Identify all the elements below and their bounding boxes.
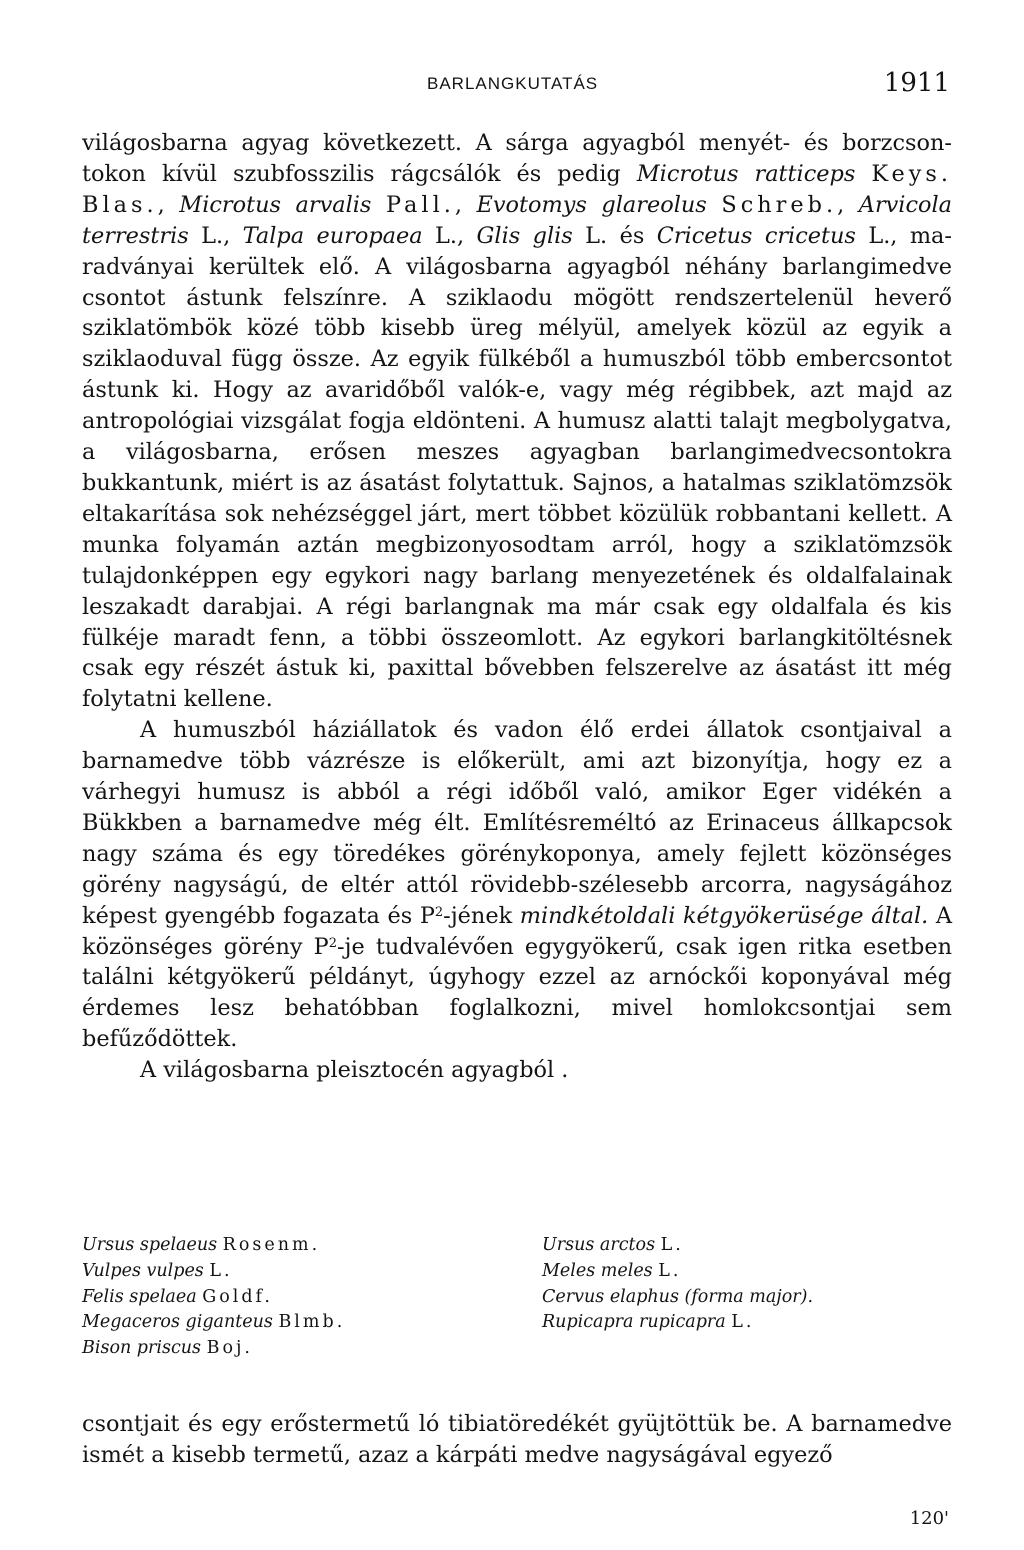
body-text (82, 128, 952, 1086)
species-item (542, 1285, 813, 1311)
species-item (82, 1310, 345, 1336)
species-item (82, 1285, 345, 1311)
paragraph-1 (82, 128, 952, 715)
species-latin: Rupicapra rupicapra (542, 1312, 726, 1333)
text-run: világosbarna agyag következett. A sárga agyagból menyét- és borzcsontokon kívül szubfosszilis rágcsálók és pedig (82, 130, 952, 187)
text-run: A humuszból háziállatok és vadon élő erdei állatok csontjaival a barnamedve több vázrésze is előkerült, ami azt bizonyítja, hogy ez a várhegyi humusz is abból a régi időből való, amikor Eger vidékén a Bükkben a barnamedve még élt. Említésreméltó az Erinaceus állkapcsok nagy száma és egy töredékes görénykoponya, amely fejlett közönséges görény nagyságú, de eltér attól rövidebb-szélesebb arcorra, nagyságához képest gyengébb fogazata és P (82, 717, 952, 929)
species-latin: Meles meles (542, 1260, 653, 1281)
species-latin: Felis spelaea (82, 1286, 197, 1307)
taxon-author: Keys. (871, 160, 952, 187)
superscript: 2 (434, 904, 444, 920)
taxon-name: Microtus ratticeps (636, 160, 856, 187)
footer-page-mark: 120' (909, 1508, 949, 1529)
species-item (542, 1259, 813, 1285)
paragraph-4: csontjait és egy erőstermetű ló tibiatöredékét gyüjtöttük be. A barnamedve ismét a kisebb termetű, azaz a kárpáti medve nagyságával egyező (82, 1411, 952, 1468)
text-run (707, 192, 722, 218)
paragraph-3: A világosbarna pleisztocén agyagból . (140, 1057, 569, 1084)
superscript: 2 (328, 935, 337, 951)
taxon-author: Pall. (386, 191, 455, 218)
species-item (82, 1259, 345, 1285)
species-author: L. (731, 1312, 755, 1333)
text-run (371, 192, 386, 218)
text-run: L., (422, 222, 477, 249)
species-author: L. (660, 1235, 684, 1255)
text-run: , (454, 191, 477, 218)
text-run: L., maradványai kerültek elő. A világosbarna agyagból néhány barlangimedve csontot ástunk felszínre. A sziklaodu mögött rendszertelenül heverő sziklatömbök közé több kisebb üreg mélyül, amelyek közül az egyik a sziklaoduval függ össze. Az egyik fülkéből a humuszból több embercsontot ástunk ki. Hogy az avaridőből valók-e, vagy még régibbek, azt majd az antropológiai vizsgálat fogja eldönteni. A humusz alatti talajt megbolygatva, a világosbarna, erősen meszes agyagban barlangimedvecsontokra bukkantunk, miért is az ásatást folytattuk. Sajnos, a hatalmas sziklatömzsök eltakarítása sok nehézséggel járt, mert többet közülük robbantani kellett. A munka folyamán aztán megbizonyosodtam arról, hogy a sziklatömzsök tulajdonképpen egy egykori nagy barlang menyezetének és oldalfalainak leszakadt darabjai. A régi barlangnak ma már csak egy oldalfala és kis fülkéje maradt fenn, a többi összeomlott. Az egykori barlangkitöltésnek csak egy részét ástuk ki, paxittal bővebben felszerelve az ásatást itt még folytatni kellene. (82, 222, 952, 713)
species-item (82, 1336, 345, 1362)
taxon-author: Blas. (82, 191, 158, 218)
species-latin: Megaceros giganteus (82, 1312, 273, 1333)
species-author: Goldf. (202, 1286, 273, 1307)
species-author: L. (658, 1260, 682, 1281)
taxon-author: Schreb. (721, 191, 838, 218)
species-latin: Ursus spelaeus (82, 1235, 218, 1255)
paragraph-2 (82, 715, 952, 1055)
species-author: Rosenm. (222, 1235, 321, 1255)
taxon-name: Microtus arvalis (179, 191, 372, 218)
species-item (82, 1233, 345, 1259)
taxon-name: Talpa europaea (242, 222, 423, 249)
text-run: L., (188, 222, 243, 249)
species-column-right (542, 1233, 813, 1336)
text-run: A közönséges görény P (82, 902, 952, 960)
text-run: L. és (572, 222, 657, 249)
species-author: L. (209, 1260, 233, 1281)
emphasis: mindkétoldali kétgyökerüsége által. (519, 902, 929, 929)
running-head: BARLANGKUTATÁS (427, 74, 599, 93)
text-run: -je tudvalévően egygyökerű, csak igen ritka esetben találni kétgyökerű példányt, úgyhogy ezzel az arnóckői koponyával még érdemes lesz behatóbban foglalkozni, mivel homlokcsontjai sem befűződöttek. (82, 933, 952, 1053)
taxon-name: Glis glis (476, 222, 573, 249)
species-list (82, 1233, 952, 1383)
species-item (542, 1310, 813, 1336)
continuation-text (82, 1409, 952, 1471)
species-author: Blmb. (278, 1312, 346, 1333)
species-author: Boj. (206, 1338, 253, 1359)
species-latin: Cervus elaphus (forma major). (542, 1286, 814, 1307)
species-latin: Ursus arctos (542, 1235, 656, 1255)
species-item (542, 1233, 813, 1259)
taxon-name: Arvicola terrestris (82, 191, 952, 249)
species-latin: Bison priscus (82, 1338, 202, 1359)
taxon-name: Evotomys glareolus (476, 191, 707, 218)
text-run: -jének (443, 902, 520, 929)
species-latin: Vulpes vulpes (82, 1260, 204, 1281)
species-column-left (82, 1233, 345, 1362)
page-number: 1911 (883, 68, 950, 98)
taxon-name: Cricetus cricetus (656, 222, 856, 249)
text-run: , (157, 191, 180, 218)
text-run: , (837, 191, 859, 218)
